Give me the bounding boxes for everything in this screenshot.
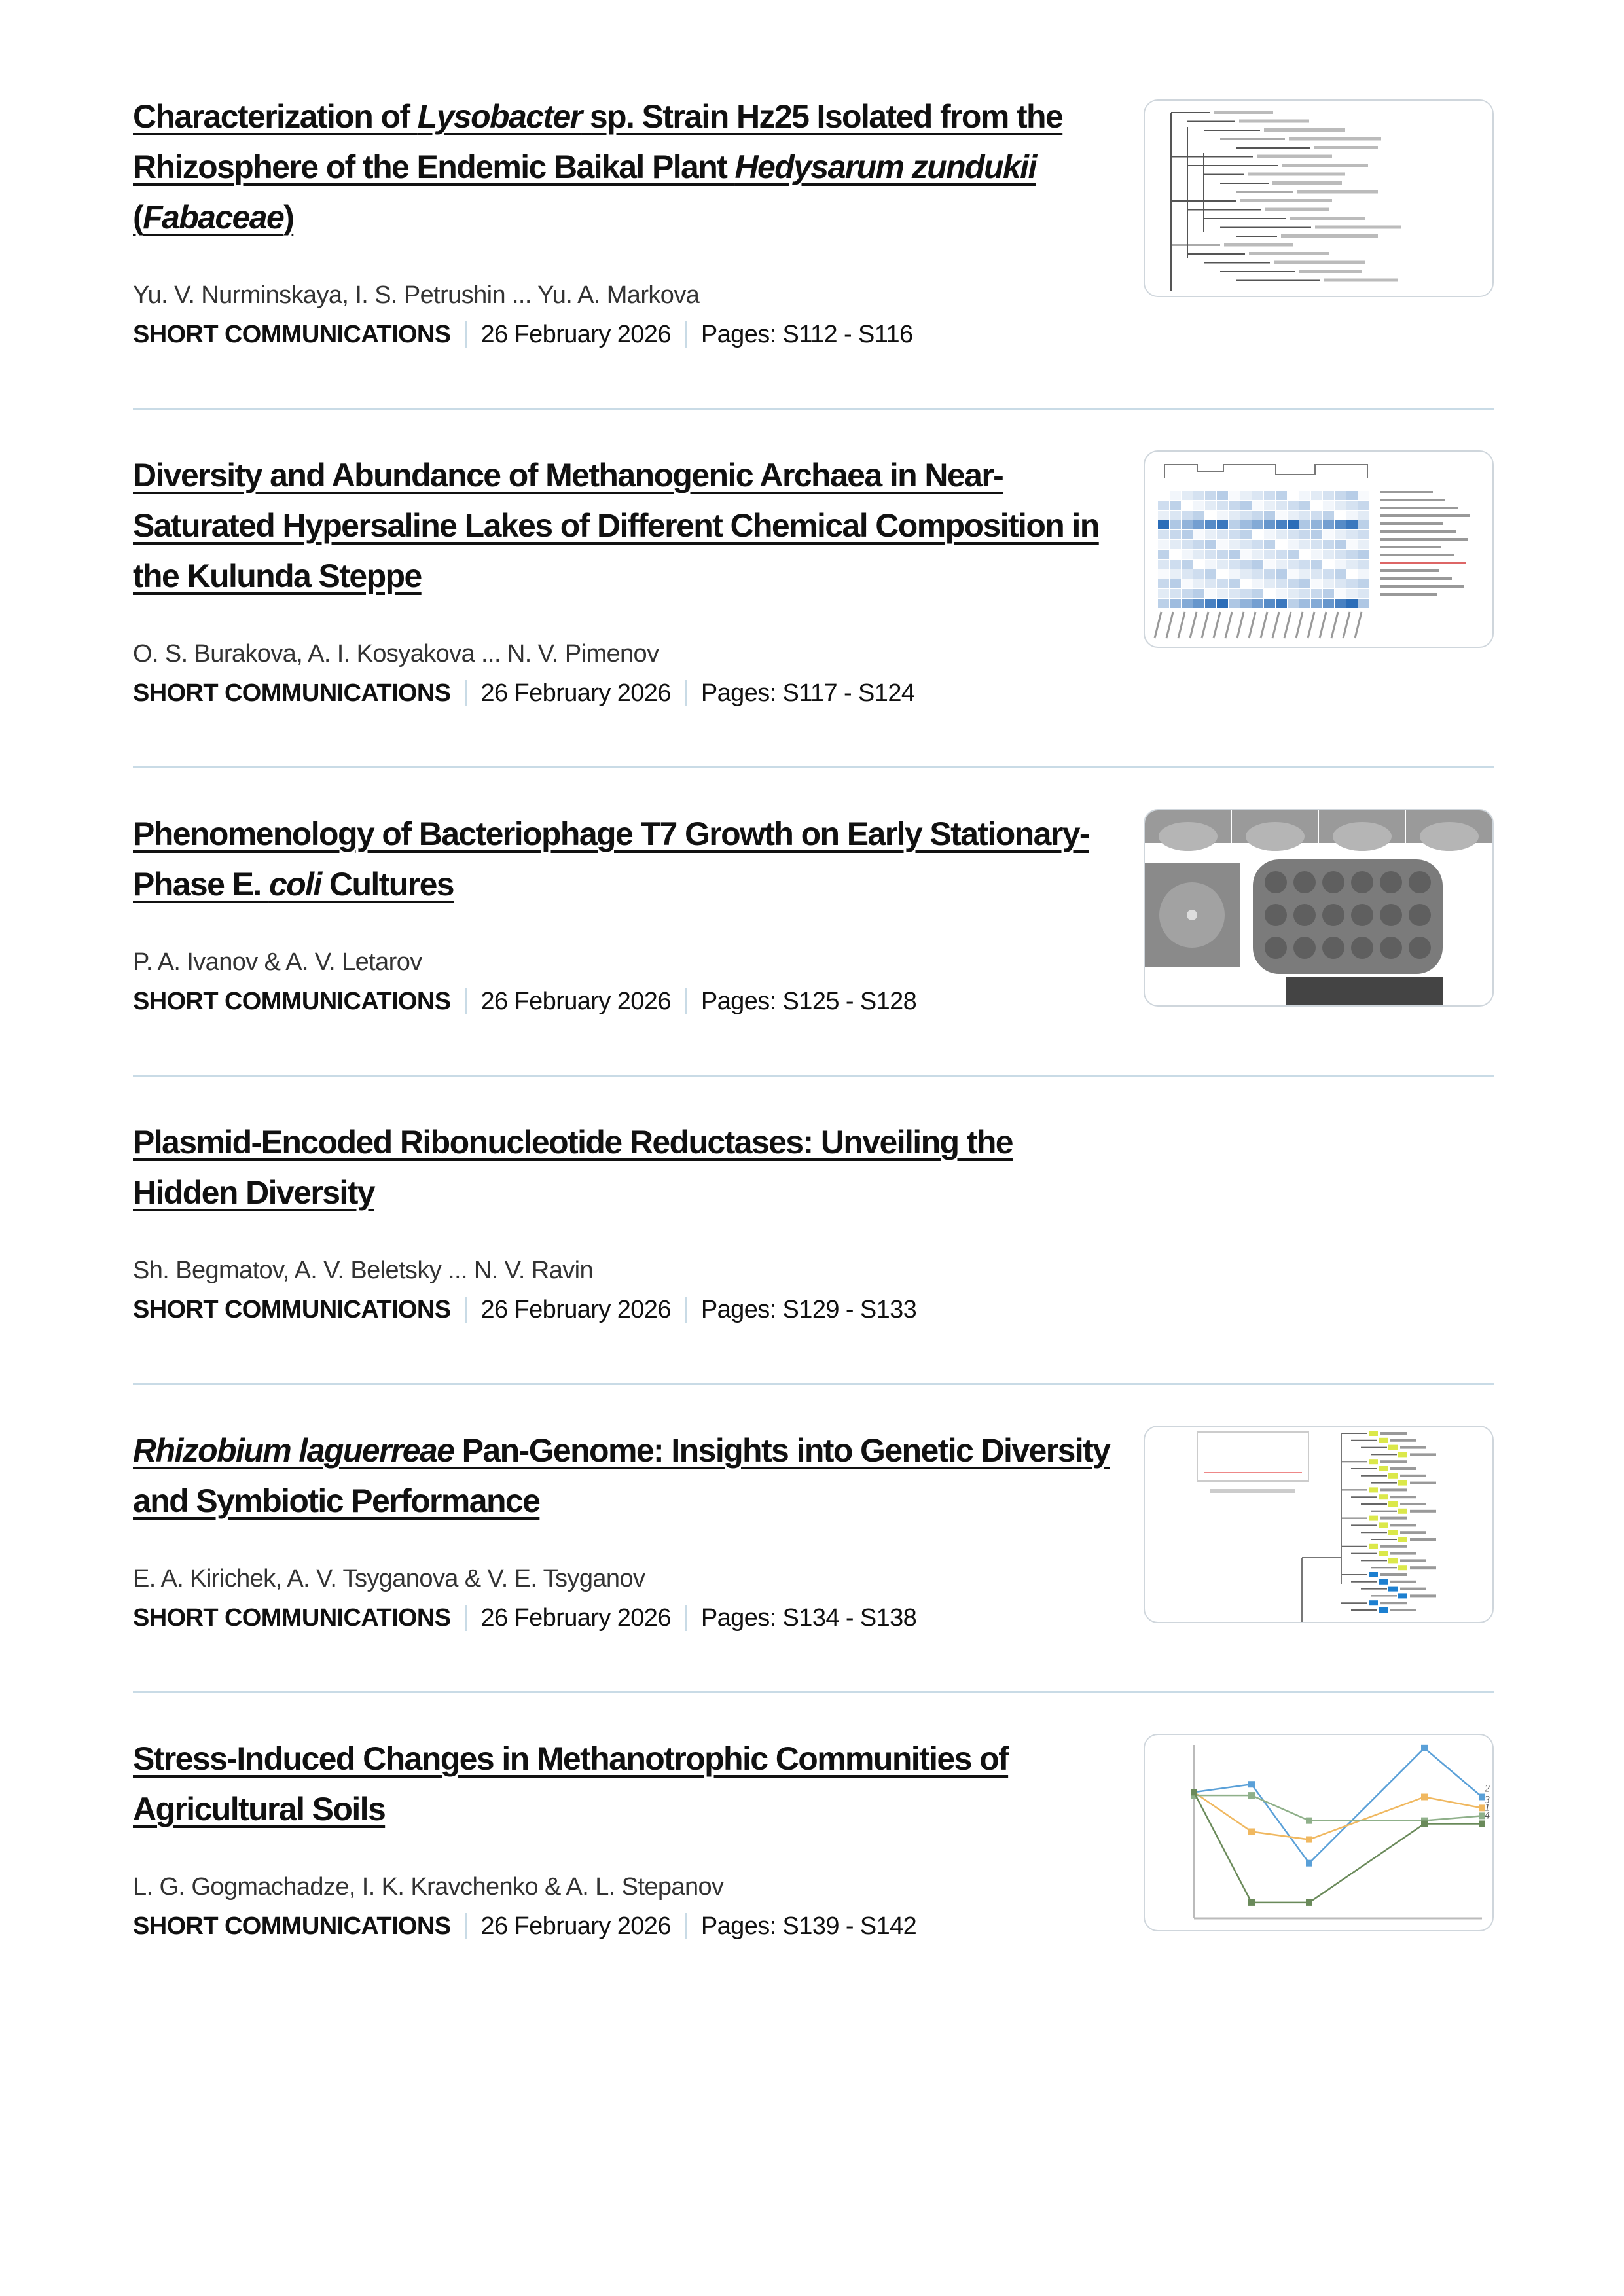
- title-segment: Rhizobium laguerreae: [133, 1432, 454, 1469]
- article-title-link[interactable]: [133, 1117, 1121, 1218]
- article-thumbnail[interactable]: [1144, 450, 1494, 648]
- separator: [465, 1913, 467, 1939]
- chart-point: [1248, 1829, 1255, 1835]
- title-segment: Cultures: [321, 866, 454, 903]
- pangenome-tree-figure: [1145, 1427, 1492, 1622]
- separator: [465, 1605, 467, 1631]
- separator: [685, 1297, 687, 1323]
- separator: [465, 321, 467, 348]
- chart-series-line: [1194, 1792, 1482, 1903]
- article-item: [133, 1385, 1494, 1693]
- title-segment: ): [283, 199, 294, 236]
- article-meta: [133, 1290, 1494, 1329]
- article-date: 26 February 2026: [480, 679, 671, 707]
- title-segment: (: [133, 199, 143, 236]
- title-segment: Characterization of: [133, 98, 418, 135]
- article-type: SHORT COMMUNICATIONS: [133, 988, 451, 1015]
- line-chart-figure: [1145, 1735, 1492, 1930]
- article-title-link[interactable]: [133, 1734, 1121, 1835]
- article-pages: Pages: S125 - S128: [700, 988, 917, 1015]
- chart-point: [1306, 1899, 1312, 1906]
- title-segment: Pan-Genome: Insights into Genetic Diversity and Symbiotic Performance: [133, 1432, 1110, 1519]
- article-item: [133, 1077, 1494, 1385]
- separator: [465, 680, 467, 706]
- article-authors: O. S. Burakova, A. I. Kosyakova ... N. V. Pimenov: [133, 640, 659, 668]
- title-segment: Phenomenology of Bacteriophage T7 Growth on Early Stationary-Phase E.: [133, 816, 1089, 903]
- article-type: SHORT COMMUNICATIONS: [133, 1604, 451, 1632]
- separator: [685, 1913, 687, 1939]
- article-authors: P. A. Ivanov & A. V. Letarov: [133, 948, 422, 976]
- article-authors: L. G. Gogmachadze, I. K. Kravchenko & A. L. Stepanov: [133, 1873, 724, 1901]
- article-pages: Pages: S112 - S116: [700, 321, 913, 348]
- title-segment: Lysobacter: [417, 98, 582, 135]
- chart-point: [1421, 1794, 1428, 1801]
- article-item: [133, 410, 1494, 768]
- separator: [465, 1297, 467, 1323]
- title-segment: Fabaceae: [143, 199, 284, 236]
- article-date: 26 February 2026: [480, 988, 671, 1015]
- chart-point: [1248, 1899, 1255, 1906]
- plaque-photos-figure: [1145, 810, 1492, 1005]
- article-pages: Pages: S117 - S124: [700, 679, 915, 707]
- chart-point: [1421, 1745, 1428, 1751]
- title-segment: sp. Strain Hz25 Isolated from the Rhizosphere of the Endemic Baikal Plant: [133, 98, 1063, 185]
- article-thumbnail[interactable]: [1144, 1426, 1494, 1623]
- article-title-link[interactable]: [133, 1426, 1121, 1526]
- article-type: SHORT COMMUNICATIONS: [133, 679, 451, 707]
- chart-series-line: [1194, 1792, 1482, 1839]
- article-type: SHORT COMMUNICATIONS: [133, 1912, 451, 1940]
- article-title-link[interactable]: [133, 809, 1121, 910]
- chart-point: [1191, 1789, 1197, 1795]
- article-thumbnail[interactable]: [1144, 1734, 1494, 1931]
- chart-point: [1479, 1820, 1485, 1827]
- chart-series-label: 1: [1485, 1802, 1490, 1814]
- heatmap-figure: [1145, 452, 1492, 647]
- article-authors: Sh. Begmatov, A. V. Beletsky ... N. V. Ravin: [133, 1257, 594, 1284]
- article-type: SHORT COMMUNICATIONS: [133, 1296, 451, 1323]
- article-thumbnail[interactable]: [1144, 99, 1494, 297]
- article-meta: [133, 673, 1494, 713]
- article-meta: [133, 315, 1494, 354]
- chart-point: [1248, 1781, 1255, 1787]
- article-authors: Yu. V. Nurminskaya, I. S. Petrushin ... Yu. A. Markova: [133, 281, 700, 309]
- chart-point: [1248, 1792, 1255, 1799]
- article-date: 26 February 2026: [480, 1912, 671, 1940]
- article-title-link[interactable]: [133, 450, 1121, 601]
- title-segment: coli: [268, 866, 321, 903]
- title-segment: Stress-Induced Changes in Methanotrophic Communities of Agricultural Soils: [133, 1740, 1009, 1827]
- article-item: [133, 1693, 1494, 2000]
- article-thumbnail[interactable]: [1144, 809, 1494, 1007]
- article-date: 26 February 2026: [480, 1296, 671, 1323]
- chart-series-line: [1194, 1748, 1482, 1863]
- title-segment: Plasmid-Encoded Ribonucleotide Reductases: Unveiling the Hidden Diversity: [133, 1124, 1013, 1211]
- chart-series-label: 3: [1485, 1794, 1490, 1806]
- separator: [685, 321, 687, 348]
- article-list: [133, 59, 1494, 2000]
- article-pages: Pages: S134 - S138: [700, 1604, 917, 1632]
- article-type: SHORT COMMUNICATIONS: [133, 321, 451, 348]
- article-pages: Pages: S129 - S133: [700, 1296, 917, 1323]
- article-item: [133, 59, 1494, 410]
- title-segment: Hedysarum zundukii: [734, 149, 1036, 185]
- separator: [685, 680, 687, 706]
- chart-point: [1306, 1837, 1312, 1843]
- article-title-link[interactable]: [133, 92, 1121, 243]
- chart-series-label: 4: [1485, 1810, 1490, 1821]
- article-date: 26 February 2026: [480, 1604, 671, 1632]
- phylogenetic-tree-figure: [1145, 101, 1492, 296]
- article-date: 26 February 2026: [480, 321, 671, 348]
- article-authors: E. A. Kirichek, A. V. Tsyganova & V. E. Tsyganov: [133, 1565, 645, 1592]
- title-segment: Diversity and Abundance of Methanogenic Archaea in Near-Saturated Hypersaline Lakes of Different Chemical Composition in the Kulunda Steppe: [133, 457, 1099, 594]
- separator: [465, 988, 467, 1014]
- chart-point: [1306, 1860, 1312, 1867]
- article-pages: Pages: S139 - S142: [700, 1912, 917, 1940]
- chart-point: [1306, 1818, 1312, 1824]
- chart-point: [1421, 1820, 1428, 1827]
- chart-series-label: 2: [1485, 1783, 1490, 1795]
- separator: [685, 988, 687, 1014]
- separator: [685, 1605, 687, 1631]
- article-item: [133, 768, 1494, 1077]
